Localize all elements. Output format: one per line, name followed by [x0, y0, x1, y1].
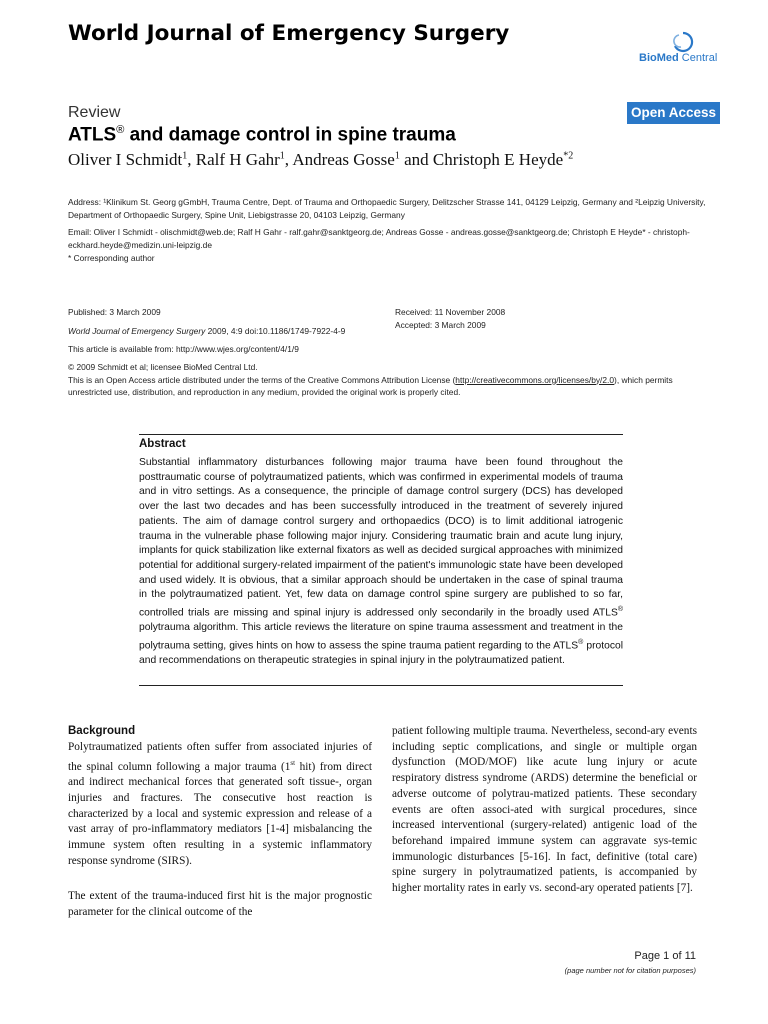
article-url[interactable]: This article is available from: http://www.wjes.org/content/4/1/9 [68, 344, 299, 354]
author-name: Christoph E Heyde [432, 150, 564, 169]
license-link[interactable]: http://creativecommons.org/licenses/by/2.0 [455, 374, 615, 385]
open-access-badge: Open Access [627, 102, 720, 124]
corresponding-author-note: * Corresponding author [68, 253, 155, 263]
section-heading-background: Background [68, 725, 136, 737]
author-name: Oliver I Schmidt [68, 150, 183, 169]
abstract-bottom-rule [139, 685, 623, 686]
citation: World Journal of Emergency Surgery 2009, 4:9 doi:10.1186/1749-7922-4-9 [68, 325, 346, 336]
copyright-line: © 2009 Schmidt et al; licensee BioMed Central Ltd. [68, 362, 258, 372]
author-emails[interactable]: Email: Oliver I Schmidt - olischmidt@web.de; Ralf H Gahr - ralf.gahr@sanktgeorg.de; Andreas Gosse - andreas.gosse@sanktgeorg.de; Christoph E Heyde* - christoph-eckhard.heyde@medizin.uni-leipzig.de [68, 227, 690, 250]
copyright-license [68, 361, 718, 399]
article-type: Review [68, 104, 121, 121]
abstract-heading: Abstract [139, 438, 186, 450]
received-date: Received: 11 November 2008 [395, 307, 506, 317]
abstract-text: Substantial inflammatory disturbances following major trauma have been found throughout the posttraumatic course of polytraumatized patients, which was confirmed in experimental models of trauma and in vitro settings. As a consequence, the principle of damage control surgery (DCS) has developed over the last two decades and has been successfully introduced in the treatment of severely injured patients. The aim of damage control surgery and orthopaedics (DCO) is to limit additional iatrogenic trauma in the vulnerable phase following major injury. Considering traumatic brain and acute lung injury, implants for quick stabilization like external fixators as well as decided surgical approaches with minimized potential for additional surgery-related impairment of the patient's immunologic state have been developed and used widely. It is obvious, that a similar approach should be undertaken in the case of spinal trauma in the polytraumatized patient. Yet, few data on damage control spine surgery are published to so far, controlled trials are missing and spinal injury is addressed only secondarily in the broadly used ATLS® polytrauma algorithm. This article reviews the literature on spine trauma assessment and treatment in the polytrauma setting, gives hints on how to assess the spine trauma patient regarding to the ATLS® protocol and recommendations on therapeutic strategies in spinal injury in the polytraumatized patient. [139, 457, 623, 666]
article-title: ATLS® and damage control in spine trauma [68, 124, 456, 146]
page-number-note: (page number not for citation purposes) [564, 966, 696, 975]
published-date: Published: 3 March 2009 [68, 307, 161, 317]
author-list: Oliver I Schmidt$^1$, Ralf H Gahr$^1$, Andreas Gosse$^1$ and Christoph E Heyde$^{*2}$ [68, 150, 574, 169]
author-name: Andreas Gosse [292, 150, 395, 169]
publisher-central: Central [681, 52, 718, 64]
license-text: This is an Open Access article distributed under the terms of the Creative Commons Attribution License (http://creativecommons.org/licenses/by/2.0), which permits unrestricted use, distribution, and reproduction in any medium, provided the original work is properly cited. [68, 374, 673, 397]
biomed-central-logo-icon [670, 30, 696, 54]
received-accepted [395, 306, 595, 331]
abstract-top-rule [139, 434, 623, 435]
accepted-date: Accepted: 3 March 2009 [395, 319, 486, 330]
affiliation-address: Address: ¹Klinikum St. Georg gGmbH, Trauma Centre, Dept. of Trauma and Orthopaedic Surgery, Delitzscher Strasse 141, 04129 Leipzig, Germany and ²Leipzig University, Department of Orthopaedic Surgery, Spine Unit, Liebigstrasse 20, 04103 Leipzig, Germany [68, 197, 706, 220]
publication-info [68, 306, 368, 356]
author-name: Ralf H Gahr [195, 150, 280, 169]
body-paragraph: The extent of the trauma-induced first hit is the major prognostic parameter for the clinical outcome of the [68, 890, 372, 918]
journal-title: World Journal of Emergency Surgery [68, 21, 510, 46]
publisher-name: BioMed [639, 52, 679, 64]
body-paragraph: Polytraumatized patients often suffer from associated injuries of the spinal column following a major trauma (1st hit) from direct and indirect mechanical forces that generated soft tissue-, organ injuries and fractures. The consecutive host reaction is characterized by a local and systemic expression and release of a vast array of pro-inflammatory mediators [1-4] misbalancing the immune system often resulting in a systemic inflammatory response syndrome (SIRS). [68, 741, 372, 867]
page-number: Page 1 of 11 [634, 950, 696, 962]
body-paragraph: patient following multiple trauma. Nevertheless, second-ary events including septic complications, and single or multiple organ dysfunction (MOD/MOF) like acute lung injury or acute respiratory distress syndrome (ARDS) determine the beneficial or adverse outcome of polytrau-matized patients. These secondary events are often associ-ated with surgical procedures, since increased interventional (surgery-related) antigenic load of the beforehand impaired immune system can aggravate sys-temic immunologic disturbances [5-16]. In fact, definitive (total care) spine surgery in polytraumatized patients, is accompanied by higher mortality rates in early vs. second-ary operated patients [7]. [392, 725, 697, 895]
publisher-logo [638, 30, 734, 70]
